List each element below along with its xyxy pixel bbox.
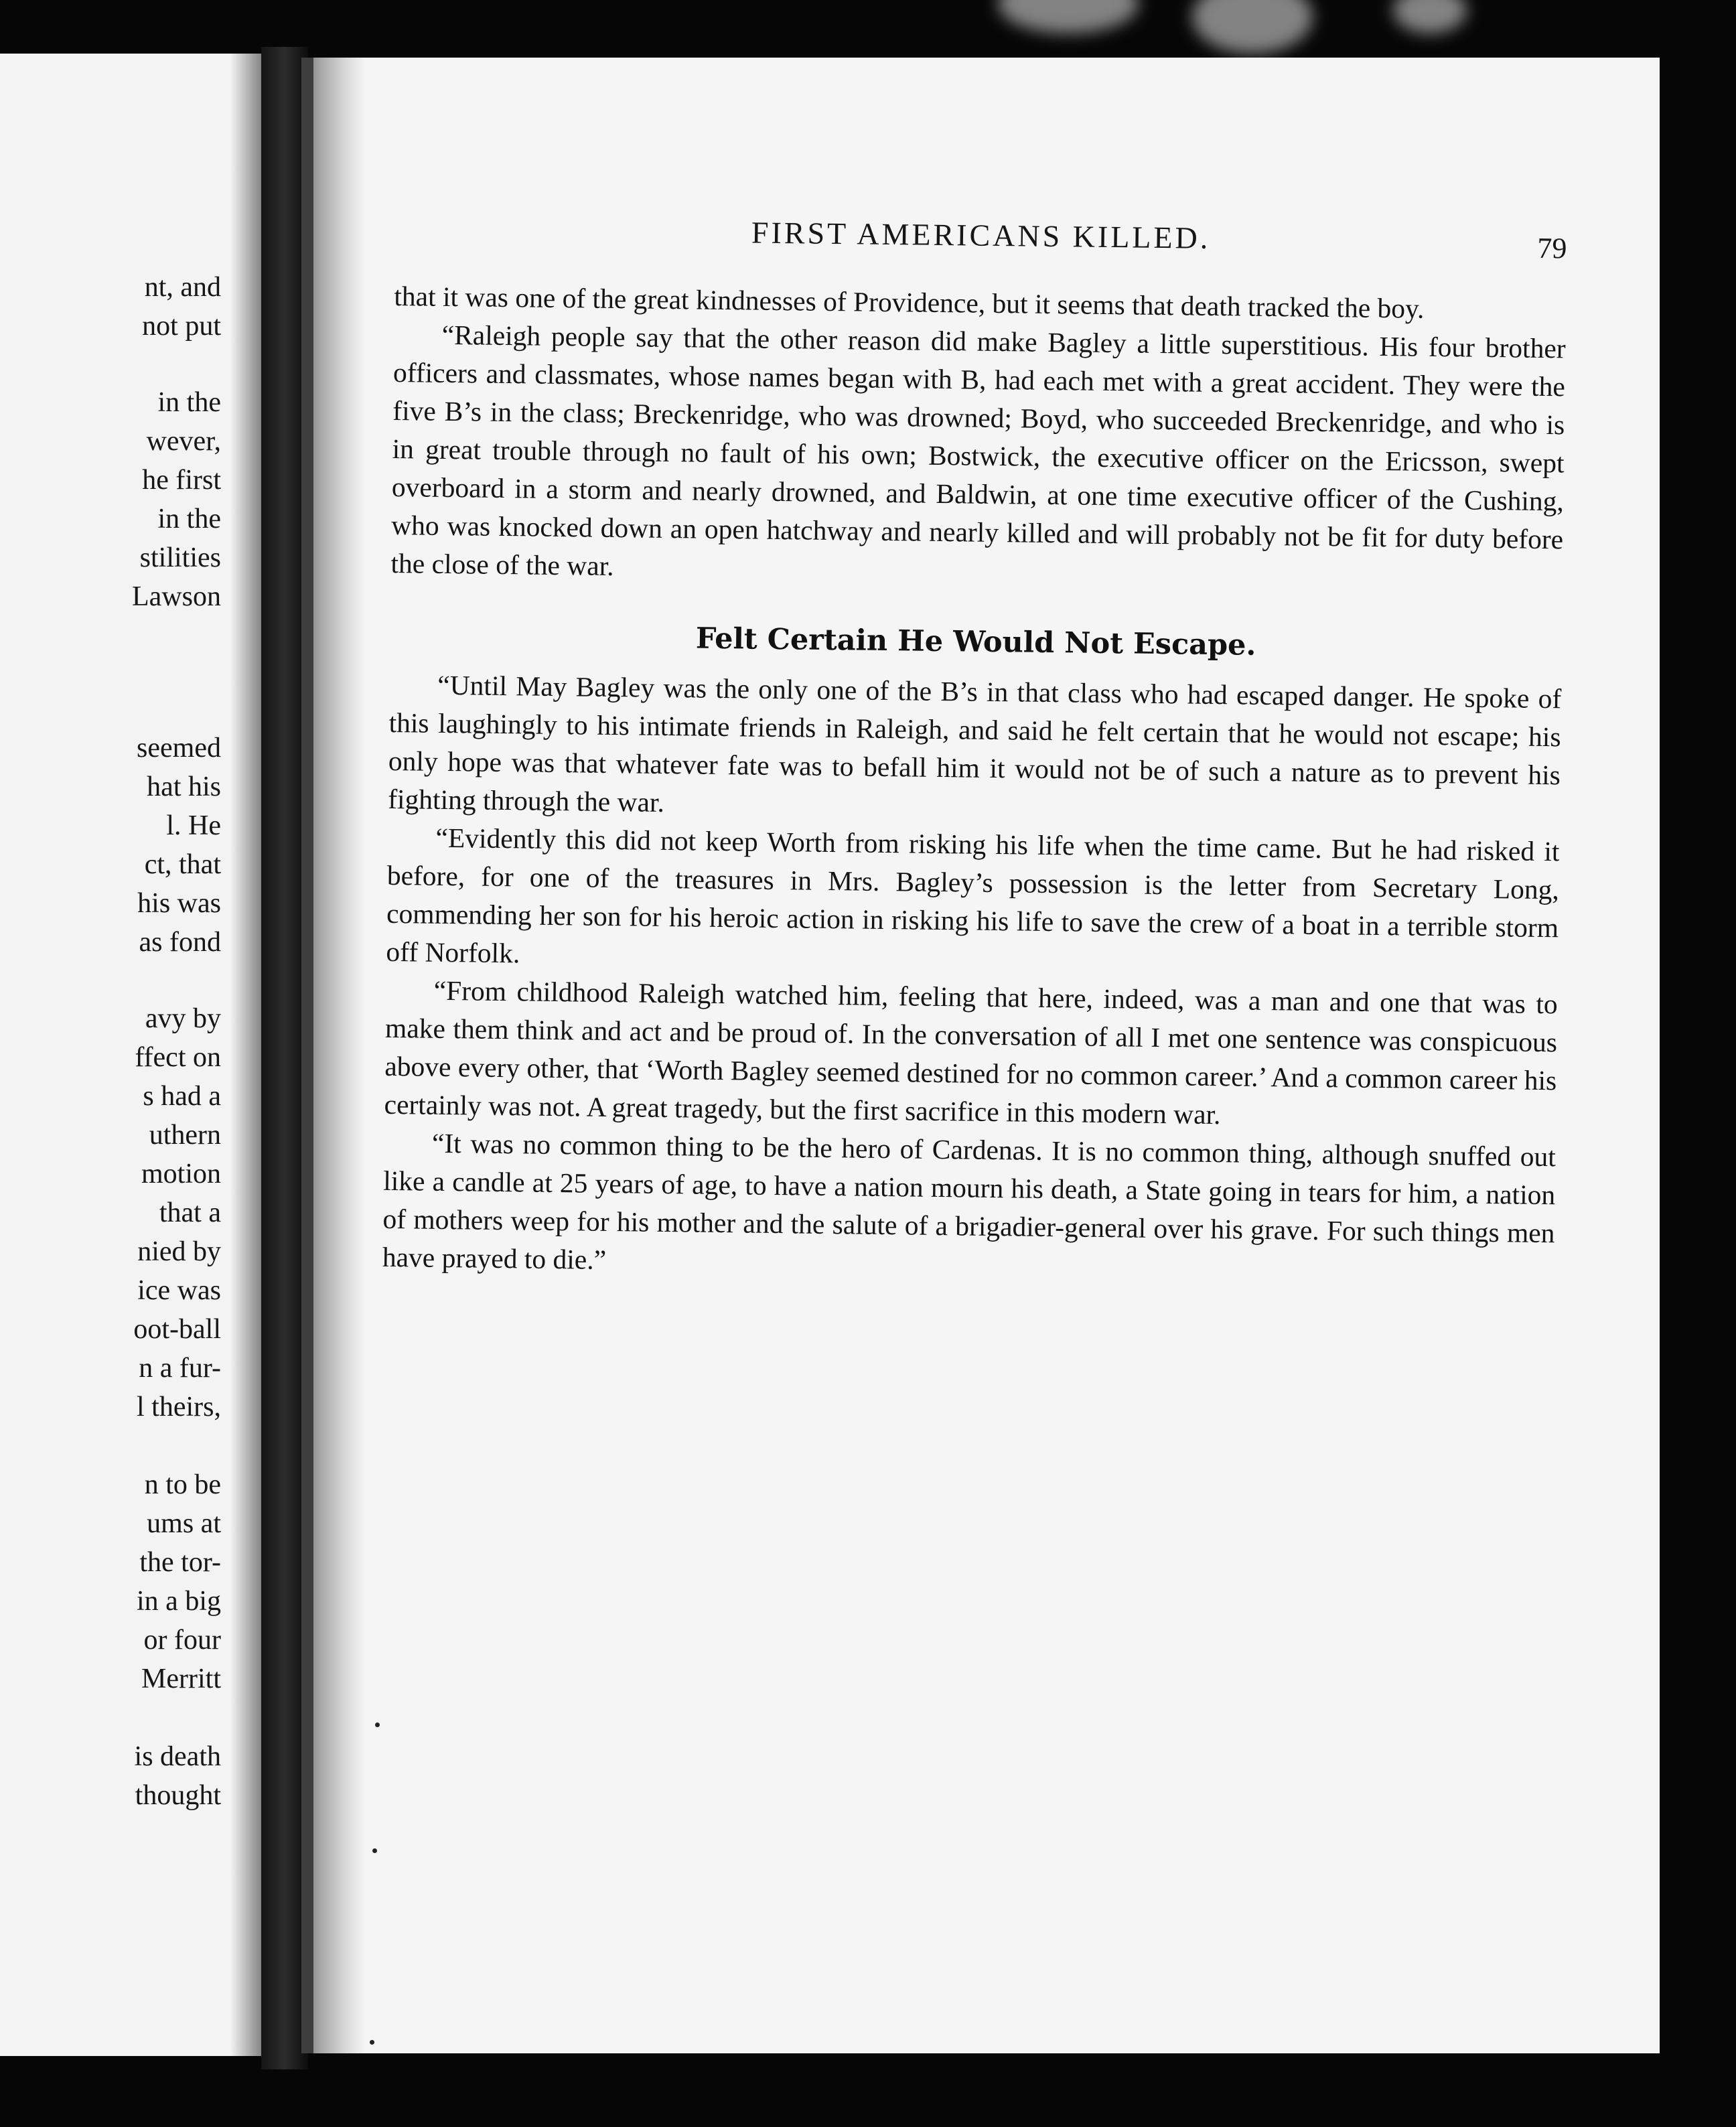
ink-speck <box>372 1848 377 1853</box>
left-page-line: avy by <box>145 1003 221 1034</box>
spine-dark-edge <box>301 58 313 2053</box>
left-page-line: thought <box>135 1780 221 1811</box>
left-page-line: l. He <box>166 810 221 841</box>
left-page-line: as fond <box>139 927 221 958</box>
left-page-line: that a <box>159 1197 221 1228</box>
left-page-line: wever, <box>146 426 221 457</box>
paragraph: “Raleigh people say that the other reason did make Bagley a little superstitious. His four brother officers and classmates, whose names began with B, had each met with a great accident. They were the five B’s in the class; Breckenridge, who was drowned; Boyd, who succeeded Breckenridge, and who is in great trouble through no fault of his own; Bostwick, the executive officer on the Ericsson, swept overboard in a storm and nearly drowned, and Baldwin, at one time executive officer of the Cushing, who was knocked down an open hatchway and nearly killed and will probably not be fit for duty before the close of the war. <box>390 319 1566 582</box>
left-page-line: he first <box>142 465 221 496</box>
left-page-line: Merritt <box>141 1664 221 1694</box>
left-page-line: or four <box>143 1625 221 1656</box>
ink-speck <box>370 2040 374 2045</box>
running-head <box>394 210 1567 291</box>
left-page <box>0 54 261 2056</box>
background-blotch <box>998 0 1139 33</box>
left-page-line: not put <box>142 311 221 342</box>
background-blotch <box>1393 0 1467 33</box>
left-page-line: Lawson <box>132 581 221 612</box>
left-page-line: ct, that <box>144 849 221 880</box>
left-page-line: hat his <box>147 772 221 802</box>
paragraph: “Until May Bagley was the only one of the B’s in that class who had escaped danger. He spoke of this laughingly to his intimate friends in Raleigh, and said he felt certain that he would not escape; his only hope was that whatever fate was to befall him it would not be of such a nature as to prevent his fighting through the war. <box>387 669 1562 818</box>
left-page-line: uthern <box>149 1120 221 1151</box>
paragraph: that it was one of the great kindnesses of Providence, but it seems that death tracked the boy. <box>394 280 1425 324</box>
left-page-line: the tor- <box>139 1547 221 1578</box>
left-page-line: n to be <box>144 1469 221 1500</box>
left-page-line: in the <box>157 504 221 534</box>
left-page-line: oot-ball <box>133 1314 221 1345</box>
paragraph: “It was no common thing to be the hero of Cardenas. It is no common thing, although snuffed out like a candle at 25 years of age, to have a nation mourn his death, a State going in tears for him, a nation of mothers weep for his mother and the salute of a brigadier-general over his grave. For such things men have prayed to die.” <box>382 1127 1557 1275</box>
section-heading: Felt Certain He Would Not Escape. <box>695 621 1256 662</box>
left-page-line: in the <box>157 387 221 418</box>
left-page-line: ums at <box>147 1508 221 1539</box>
left-page-line: ice was <box>137 1275 221 1306</box>
left-page-line: stilities <box>139 542 221 573</box>
left-page-line: nt, and <box>144 272 221 303</box>
left-page-line: l theirs, <box>137 1392 221 1422</box>
left-page-line: nied by <box>137 1236 221 1267</box>
left-page-line: seemed <box>137 733 221 763</box>
background-blotch <box>1192 0 1313 54</box>
running-title: FIRST AMERICANS KILLED. <box>751 215 1211 255</box>
left-page-edge-shadow <box>230 54 261 2056</box>
ink-speck <box>375 1722 380 1727</box>
page-number: 79 <box>1537 231 1567 265</box>
left-page-line: in a big <box>137 1586 221 1617</box>
right-page <box>301 58 1660 2053</box>
paragraph: “Evidently this did not keep Worth from risking his life when the time came. But he had risked it before, for one of the treasures in Mrs. Bagley’s possession is the letter from Secretary Long, commending her son for his heroic action in risking his life to save the crew of a boat in a terrible storm off Norfolk. <box>386 822 1560 969</box>
left-page-line: his was <box>137 888 221 919</box>
left-page-line: n a fur- <box>139 1353 221 1384</box>
page-text-block <box>382 210 1567 1291</box>
left-page-line: ffect on <box>135 1042 221 1073</box>
paragraph: “From childhood Raleigh watched him, feeling that here, indeed, was a man and one that was to make them think and act and be proud of. In the conversation of all I met one sentence was conspicuous above every other, that ‘Worth Bagley seemed destined for no common career.’ And a common career his certainly was not. A great tragedy, but the first sacrifice in this modern war. <box>384 974 1558 1130</box>
left-page-line: is death <box>134 1741 221 1772</box>
left-page-line: motion <box>141 1159 221 1189</box>
left-page-line: s had a <box>143 1081 221 1112</box>
